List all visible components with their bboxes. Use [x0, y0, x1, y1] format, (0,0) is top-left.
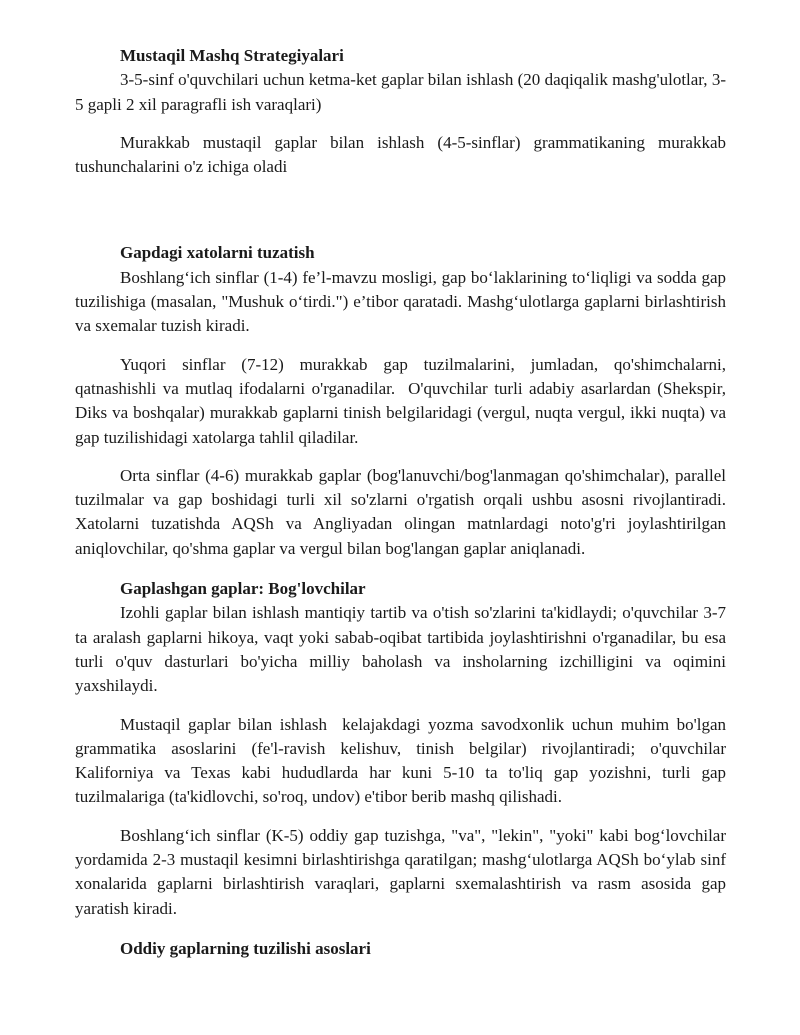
section-heading: Mustaqil Mashq Strategiyalari: [120, 46, 344, 65]
document-page: [75, 44, 731, 961]
section-independent-practice: [75, 44, 731, 179]
paragraph: Mustaqil gaplar bilan ishlash kelajakdagi yozma savodxonlik uchun muhim bo'lgan grammatika asoslarini (fe'l-ravish kelishuv, tinish belgilar) rivojlantiradi; o'quvchilar Kaliforniya va Texas kabi hududlarda har kuni 5-10 ta to'liq gap yozishni, turli gap tuzilmalariga (ta'kidlovchi, so'roq, undov) e'tibor berib mashq qilishadi.: [75, 714, 731, 807]
paragraph: Boshlang‘ich sinflar (1-4) fe’l-mavzu mosligi, gap bo‘laklarining to‘liqligi va sodda gap tuzilishiga (masalan, "Mushuk o‘tirdi.") e’tibor qaratadi. Mashg‘ulotlarga gaplarni birlashtirish va sxemalar tuzish kiradi.: [75, 267, 731, 336]
section-heading: Gapdagi xatolarni tuzatish: [120, 243, 315, 263]
paragraph: Izohli gaplar bilan ishlash mantiqiy tartib va o'tish so'zlarini ta'kidlaydi; o'quvchilar 3-7 ta aralash gaplarni hikoya, vaqt yoki sabab-oqibat tartibida joylashtirishni o'rganadilar, bu esa turli o'quv dasturlari bo'yicha milliy baholash va insholarning izchilligini va oqimini yaxshilaydi.: [75, 603, 731, 696]
section-heading: Gaplashgan gaplar: Bog'lovchilar: [120, 579, 366, 599]
section-conjunctions: [75, 577, 731, 921]
paragraph: Murakkab mustaqil gaplar bilan ishlash (4-5-sinflar) grammatikaning murakkab tushunchalarini o'z ichiga oladi: [75, 132, 731, 177]
paragraph: Boshlang‘ich sinflar (K-5) oddiy gap tuzishga, "va", "lekin", "yoki" kabi bog‘lovchilar yordamida 2-3 mustaqil kesimni birlashtirishga qaratilgan; mashg‘ulotlarga AQSh bo‘ylab sinf xonalarida gaplarni birlashtirish varaqlari, gaplarni sxemalashtirish va rasm asosida gap yaratish kiradi.: [75, 825, 731, 918]
paragraph: 3-5-sinf o'quvchilari uchun ketma-ket gaplar bilan ishlash (20 daqiqalik mashg'ulotlar, 3-5 gapli 2 xil paragrafli ish varaqlari): [75, 70, 726, 114]
section-heading: Oddiy gaplarning tuzilishi asoslari: [120, 938, 371, 958]
paragraph: Orta sinflar (4-6) murakkab gaplar (bog'lanuvchi/bog'lanmagan qo'shimchalar), parallel tuzilmalar va gap boshidagi turli xil so'zlarni o'rgatish orqali ushbu asosni rivojlantiradi. Xatolarni tuzatishda AQSh va Angliyadan olingan matnlardagi noto'g'ri joylashtirilgan aniqlovchilar, qo'shma gaplar va vergul bilan bog'langan gaplar aniqlanadi.: [75, 465, 731, 558]
section-simple-sentences: [75, 937, 726, 961]
section-error-correction: [75, 241, 731, 561]
paragraph: Yuqori sinflar (7-12) murakkab gap tuzilmalarini, jumladan, qo'shimchalarni, qatnashishli va mutlaq ifodalarni o'rganadilar. O'quvchilar turli adabiy asarlardan (Shekspir, Diks va boshqalar) murakkab gaplarni tinish belgilaridagi (vergul, nuqta vergul, ikki nuqta) va gap tuzilishidagi xatolarga tahlil qiladilar.: [75, 354, 731, 447]
